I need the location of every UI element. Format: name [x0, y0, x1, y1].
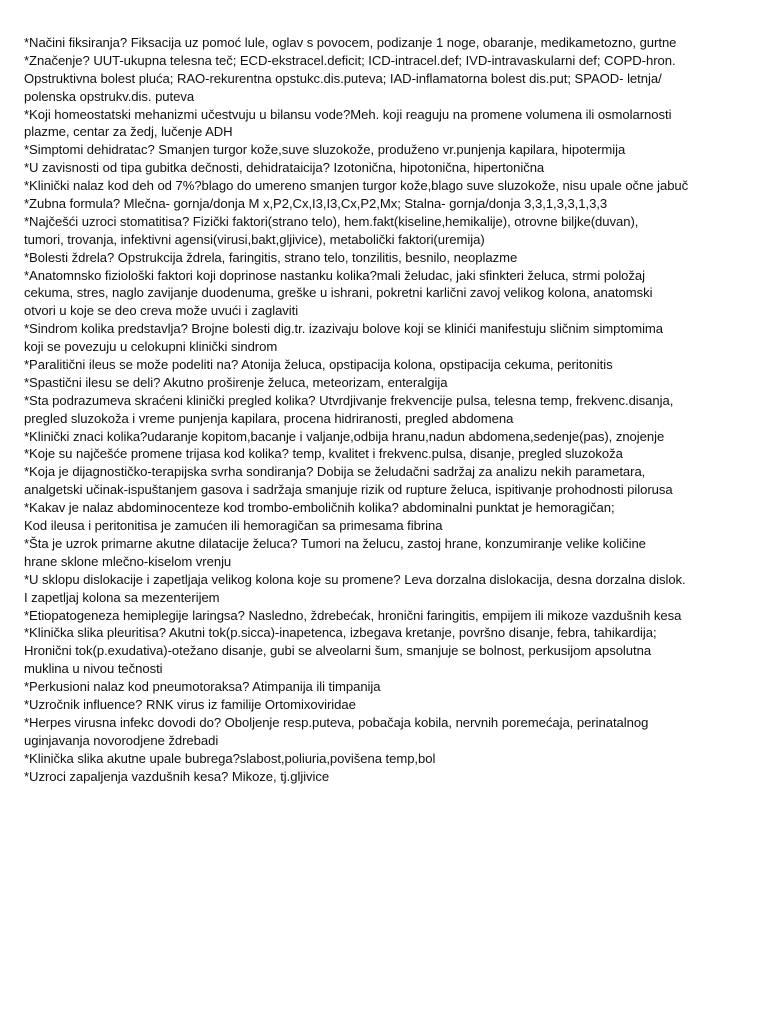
text-line: *Paralitični ileus se može podeliti na? Atonija želuca, opstipacija kolona, opstipacija cekuma, peritonitis	[24, 357, 613, 373]
text-line: *Koje su najčešće promene trijasa kod kolika? temp, kvalitet i frekvenc.pulsa, disanje, pregled sluzokoža	[24, 446, 623, 462]
text-line: analgetski učinak-ispuštanjem gasova i sadržaja smanjuje rizik od rupture želuca, ispitivanje prohodnosti pilorusa	[24, 482, 673, 498]
text-line: plazme, centar za žedj, lučenje ADH	[24, 124, 233, 140]
text-line: Hronični tok(p.exudativa)-otežano disanje, gubi se alveolarni šum, smanjuje se bolnost, perkusijom apsolutna	[24, 643, 652, 659]
text-line: *Etiopatogeneza hemiplegije laringsa? Nasledno, ždrebećak, hronični faringitis, empijem ili mikoze vazdušnih kesa	[24, 607, 682, 623]
text-line: *Anatomnsko fiziološki faktori koji doprinose nastanku kolika?mali želudac, jaki sfinkteri želuca, strmi položaj	[24, 267, 646, 283]
text-line: *Klinička slika pleuritisa? Akutni tok(p.sicca)-inapetenca, izbegava kretanje, površno disanje, febra, tahikardija;	[24, 625, 657, 641]
text-line: *Herpes virusna infekc dovodi do? Oboljenje resp.puteva, pobačaja kobila, nervnih poremećaja, perinatalnog	[24, 714, 649, 730]
text-line: uginjavanja novorodjene ždrebadi	[24, 732, 219, 748]
text-line: *Uzroci zapaljenja vazdušnih kesa? Mikoze, tj.gljivice	[24, 768, 330, 784]
text-line: *Najčešći uzroci stomatitisa? Fizički faktori(strano telo), hem.fakt(kiseline,hemikalije), otrovne biljke(duvan),	[24, 213, 639, 229]
text-line: *Sindrom kolika predstavlja? Brojne bolesti dig.tr. izazivaju bolove koji se klinići manifestuju sličnim simptomima	[24, 321, 664, 337]
text-line: *Načini fiksiranja? Fiksacija uz pomoć lule, oglav s povocem, podizanje 1 noge, obaranje, medikametozno, gurtne	[24, 35, 677, 50]
text-line: *Spastični ilesu se deli? Akutno proširenje želuca, meteorizam, enteralgija	[24, 374, 448, 390]
text-line: I zapetljaj kolona sa mezenterijem	[24, 589, 220, 605]
text-line: *Značenje? UUT-ukupna telesna teč; ECD-ekstracel.deficit; ICD-intracel.def; IVD-intravaskularni def; COPD-hron.	[24, 52, 676, 68]
text-line: muklina u nivou tečnosti	[24, 661, 163, 677]
text-line: *U sklopu dislokacije i zapetljaja velikog kolona koje su promene? Leva dorzalna dislokacija, desna dorzalna dislok.	[24, 571, 686, 587]
text-line: *Klinički znaci kolika?udaranje kopitom,bacanje i valjanje,odbija hranu,nadun abdomena,sedenje(pas), znojenje	[24, 428, 665, 444]
text-line: *Klinički nalaz kod deh od 7%?blago do umereno smanjen turgor kože,blago suve sluzokože, nisu upale očne jabuč	[24, 178, 689, 194]
text-line: hrane sklone mlečno-kiselom vrenju	[24, 553, 232, 569]
text-line: *Šta je uzrok primarne akutne dilatacije želuca? Tumori na želucu, zastoj hrane, konzumiranje velike količine	[24, 535, 646, 551]
text-line: koji se povezuju u celokupni klinički sindrom	[24, 339, 278, 355]
text-line: cekuma, stres, naglo zavijanje duodenuma, greške u ishrani, pokretni karlični zavoj velikog kolona, anatomski	[24, 285, 653, 301]
text-line: *Koji homeostatski mehanizmi učestvuju u bilansu vode?Meh. koji reaguju na promene volumena ili osmolarnosti	[24, 106, 672, 122]
text-line: otvori u koje se deo creva može uvući i zaglaviti	[24, 303, 299, 319]
text-line: *Klinička slika akutne upale bubrega?slabost,poliuria,povišena temp,bol	[24, 750, 436, 766]
text-line: pregled sluzokoža i vreme punjenja kapilara, procena hidriranosti, pregled abdomena	[24, 410, 514, 426]
text-line: *Bolesti ždrela? Opstrukcija ždrela, faringitis, strano telo, tonzilitis, besnilo, neoplazme	[24, 249, 518, 265]
text-line: *U zavisnosti od tipa gubitka dečnosti, dehidrataicija? Izotonična, hipotonična, hipertonična	[24, 160, 545, 176]
text-line: *Sta podrazumeva skraćeni klinički pregled kolika? Utvrdjivanje frekvencije pulsa, telesna temp, frekvenc.disanja,	[24, 392, 674, 408]
text-line: *Uzročnik influence? RNK virus iz familije Ortomixoviridae	[24, 696, 356, 712]
text-line: tumori, trovanja, infektivni agensi(virusi,bakt,gljivice), metabolički faktori(uremija)	[24, 231, 485, 247]
text-line: polenska opstrukv.dis. puteva	[24, 88, 195, 104]
text-line: *Simptomi dehidratac? Smanjen turgor kože,suve sluzokože, produženo vr.punjenja kapilara, hipotermija	[24, 142, 626, 158]
text-line: *Perkusioni nalaz kod pneumotoraksa? Atimpanija ili timpanija	[24, 679, 381, 695]
text-line: *Zubna formula? Mlečna- gornja/donja M x,P2,Cx,I3,I3,Cx,P2,Mx; Stalna- gornja/donja 3,3,1,3,3,1,3,3	[24, 196, 608, 212]
text-line: *Koja je dijagnostičko-terapijska svrha sondiranja? Dobija se želudačni sadržaj za analizu nekih parametara,	[24, 464, 646, 480]
text-line: *Kakav je nalaz abdominocenteze kod trombo-emboličnih kolika? abdominalni punktat je hemoragičan;	[24, 500, 615, 516]
document-text	[24, 34, 764, 785]
text-line: Kod ileusa i peritonitisa je zamućen ili hemoragičan sa primesama fibrina	[24, 518, 443, 534]
text-line: Opstruktivna bolest pluća; RAO-rekurentna opstukc.dis.puteva; IAD-inflamatorna bolest dis.put; SPAOD- letnja/	[24, 70, 662, 86]
